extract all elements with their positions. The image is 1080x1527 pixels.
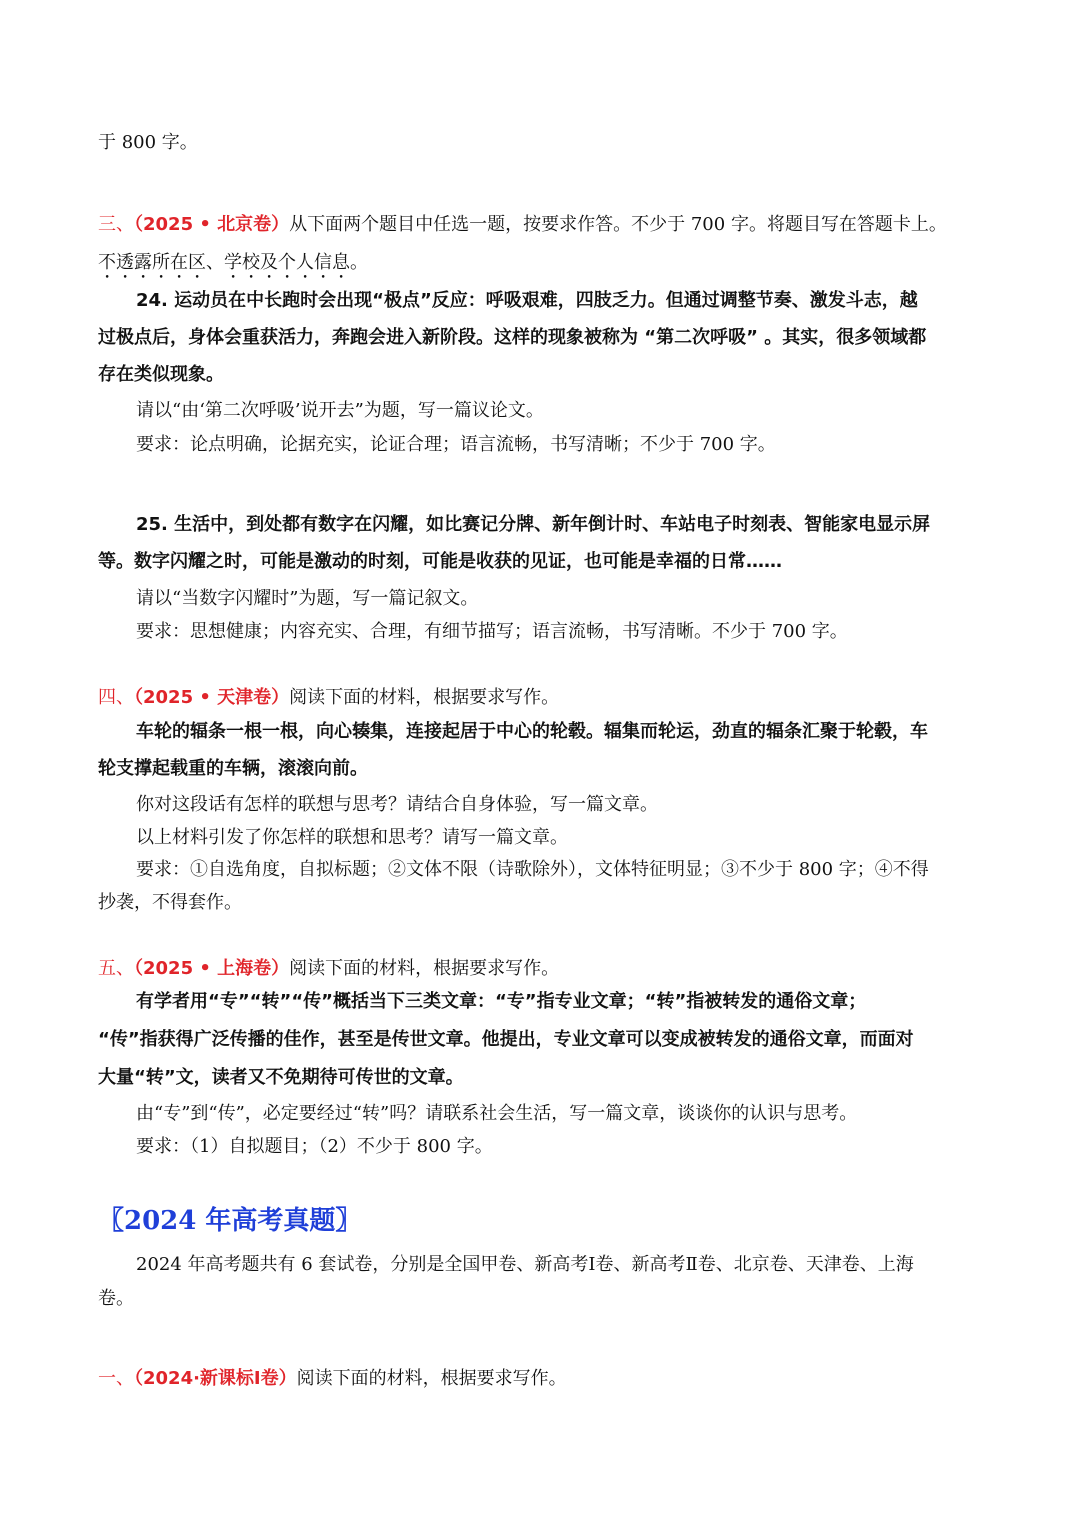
q5-prompt: 由“专”到“传”，必定要经过“转”吗？请联系社会生活，写一篇文章，谈谈你的认识与思考。 (136, 1103, 858, 1124)
q4-header (98, 684, 559, 711)
q2024-1-instruction: 阅读下面的材料，根据要求写作。 (296, 1368, 567, 1389)
q2024-1-number: 一、 (98, 1368, 134, 1389)
q4-material-line-2: 轮支撑起载重的车辆，滚滚向前。 (98, 758, 368, 779)
q3-instruction: 从下面两个题目中任选一题，按要求作答。不少于 700 字。将题目写在答题卡上。 (289, 214, 947, 235)
q4-number: 四、 (98, 687, 134, 708)
q24-material-line-1: 24. 运动员在中长跑时会出现“极点”反应：呼吸艰难，四肢乏力。但通过调整节奏、激发斗志，越 (136, 290, 918, 311)
q2024-1-source: （2024·新课标Ⅰ卷） (134, 1368, 297, 1389)
section-2024-intro-line-1: 2024 年高考题共有 6 套试卷，分别是全国甲卷、新高考Ⅰ卷、新高考Ⅱ卷、北京卷、天津卷、上海 (136, 1254, 914, 1275)
q2024-1-header (98, 1365, 567, 1392)
q4-prompt-2: 以上材料引发了你怎样的联想和思考？请写一篇文章。 (136, 827, 568, 848)
q4-requirements-line-2: 抄袭，不得套作。 (98, 892, 242, 913)
q25-prompt: 请以“当数字闪耀时”为题，写一篇记叙文。 (136, 588, 479, 609)
q5-number: 五、 (98, 958, 134, 979)
q3-instruction-2-end: 。 (350, 252, 368, 273)
q25-material-line-1: 25. 生活中，到处都有数字在闪耀，如比赛记分牌、新年倒计时、车站电子时刻表、智能家电显示屏 (136, 514, 931, 535)
q24-material-line-2: 过极点后，身体会重获活力，奔跑会进入新阶段。这样的现象被称为 “第二次呼吸” 。其实，很多领域都 (98, 327, 927, 348)
q3-source: （2025 • 北京卷） (134, 214, 290, 235)
q3-number: 三、 (98, 214, 134, 235)
q4-source: （2025 • 天津卷） (134, 687, 290, 708)
q4-prompt-1: 你对这段话有怎样的联想与思考？请结合自身体验，写一篇文章。 (136, 794, 658, 815)
q5-instruction: 阅读下面的材料，根据要求写作。 (289, 958, 560, 979)
q24-prompt: 请以“由‘第二次呼吸’说开去”为题，写一篇议论文。 (136, 400, 544, 421)
q5-material-line-3: 大量“转”文，读者又不免期待可传世的文章。 (98, 1067, 464, 1088)
section-heading-2024: 〖2024 年高考真题〗 (98, 1206, 362, 1236)
q4-material-line-1: 车轮的辐条一根一根，向心辏集，连接起居于中心的轮毂。辐集而轮运，劲直的辐条汇聚于轮毂，车 (136, 721, 928, 742)
q3-instruction-2 (98, 250, 368, 283)
q4-instruction: 阅读下面的材料，根据要求写作。 (289, 687, 560, 708)
q25-material-line-2: 等。数字闪耀之时，可能是激动的时刻，可能是收获的见证，也可能是幸福的日常…… (98, 551, 782, 572)
q5-requirements: 要求：（1）自拟题目；（2）不少于 800 字。 (136, 1136, 493, 1157)
q24-requirements: 要求：论点明确，论据充实，论证合理；语言流畅，书写清晰；不少于 700 字。 (136, 434, 776, 455)
q3-header (98, 211, 947, 238)
q25-requirements: 要求：思想健康；内容充实、合理，有细节描写；语言流畅，书写清晰。不少于 700 字。 (136, 621, 848, 642)
q5-header (98, 955, 559, 982)
prev-question-tail: 于 800 字。 (98, 132, 198, 153)
section-2024-intro-line-2: 卷。 (98, 1288, 134, 1309)
q3-emphasized-text: 不透露所在区、学校及个人信息 (98, 252, 350, 273)
q5-material-line-2: “传”指获得广泛传播的佳作，甚至是传世文章。他提出，专业文章可以变成被转发的通俗文章，而面对 (98, 1029, 914, 1050)
q5-source: （2025 • 上海卷） (134, 958, 290, 979)
q5-material-line-1: 有学者用“专”“转”“传”概括当下三类文章：“专”指专业文章；“转”指被转发的通俗文章； (136, 991, 867, 1012)
q4-requirements-line-1: 要求：①自选角度，自拟标题；②文体不限（诗歌除外），文体特征明显；③不少于 800 字；④不得 (136, 859, 929, 880)
q24-material-line-3: 存在类似现象。 (98, 364, 224, 385)
